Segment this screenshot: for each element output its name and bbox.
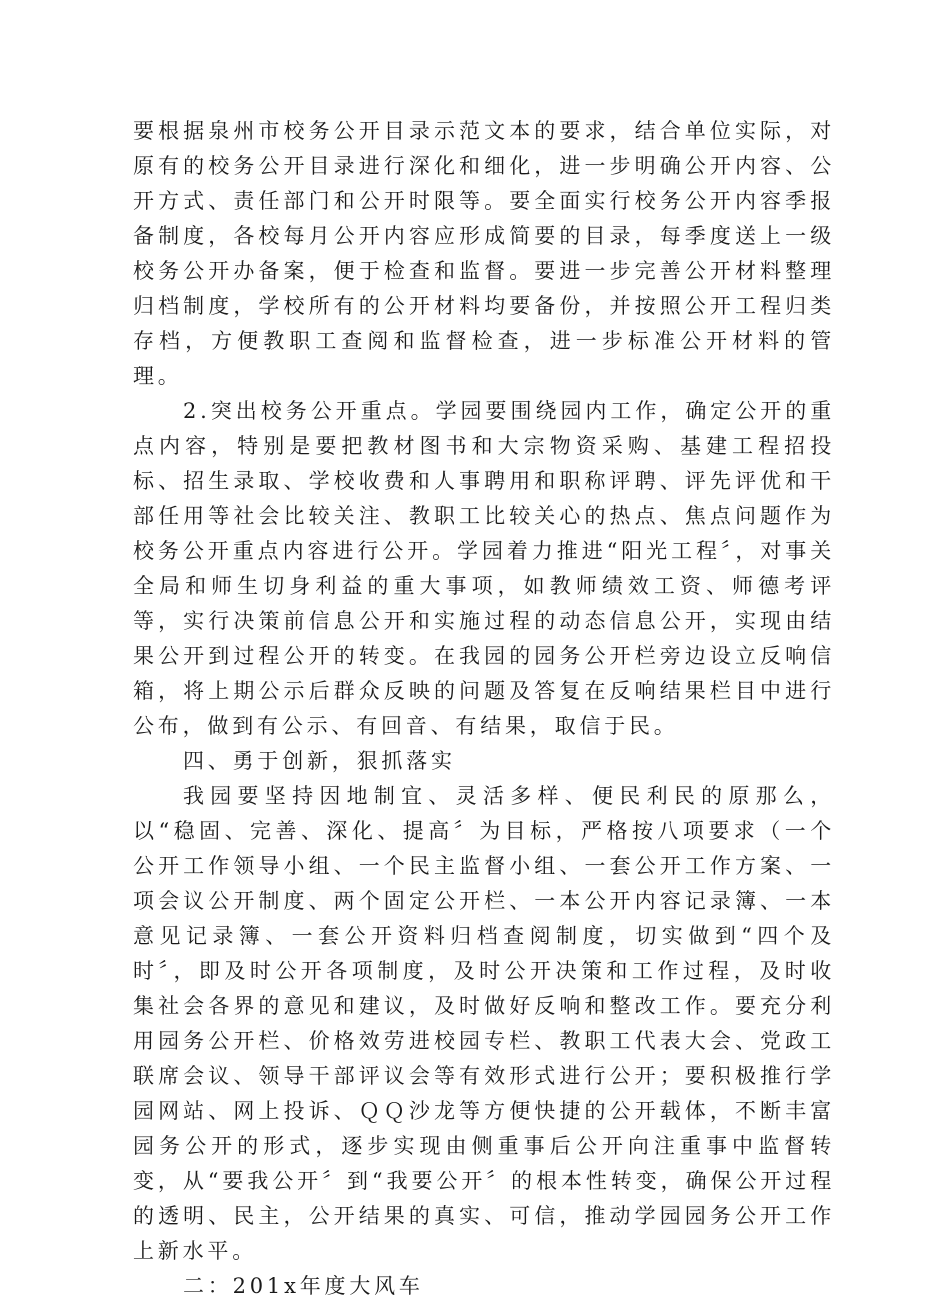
section-heading-innovation: 四、勇于创新，狠抓落实 — [183, 749, 456, 773]
document-body — [133, 114, 835, 1304]
paragraph-key-points: 2.突出校务公开重点。学园要围绕园内工作，确定公开的重点内容，特别是要把教材图书和大宗物资采购、基建工程招投标、招生录取、学校收费和人事聘用和职称评聘、评先评优和干部任用等社会比较关注、教职工比较关心的热点、焦点问题作为校务公开重点内容进行公开。学园着力推进“阳光工程〞，对事关全局和师生切身利益的重大事项，如教师绩效工资、师德考评等，实行决策前信息公开和实施过程的动态信息公开，实现由结果公开到过程公开的转变。在我园的园务公开栏旁边设立反响信箱，将上期公示后群众反映的问题及答复在反响结果栏目中进行公布，做到有公示、有回音、有结果，取信于民。 — [133, 399, 835, 738]
paragraph-archive-system: 要根据泉州市校务公开目录示范文本的要求，结合单位实际，对原有的校务公开目录进行深化和细化，进一步明确公开内容、公开方式、责任部门和公开时限等。要全面实行校务公开内容季报备制度，各校每月公开内容应形成简要的目录，每季度送上一级校务公开办备案，便于检查和监督。要进一步完善公开材料整理归档制度，学校所有的公开材料均要备份，并按照公开工程归类存档，方便教职工查阅和监督检查，进一步标准公开材料的管理。 — [133, 119, 835, 388]
paragraph-implementation: 我园要坚持因地制宜、灵活多样、便民利民的原那么，以“稳固、完善、深化、提高〞为目标，严格按八项要求（一个公开工作领导小组、一个民主监督小组、一套公开工作方案、一项会议公开制度、两个固定公开栏、一本公开内容记录簿、一本意见记录簿、一套公开资料归档查阅制度，切实做到“四个及时〞，即及时公开各项制度，及时公开决策和工作过程，及时收集社会各界的意见和建议，及时做好反响和整改工作。要充分利用园务公开栏、价格效劳进校园专栏、教职工代表大会、党政工联席会议、领导干部评议会等有效形式进行公开；要积极推行学园网站、网上投诉、ＱＱ沙龙等方便快捷的公开载体，不断丰富园务公开的形式，逐步实现由侧重事后公开向注重事中监督转变，从“要我公开〞到“我要公开〞的根本性转变，确保公开过程的透明、民主，公开结果的真实、可信，推动学园园务公开工作上新水平。 — [133, 784, 835, 1263]
section-heading-annual: 二：201x年度大风车 — [183, 1274, 424, 1298]
